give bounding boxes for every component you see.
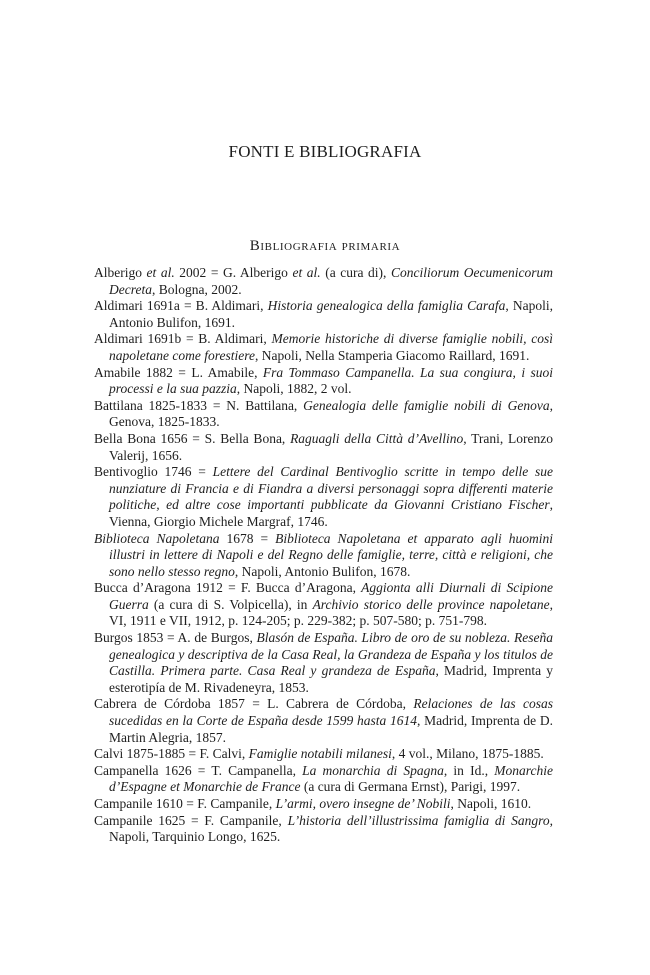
entry-text: Campanile 1625 = F. Campanile, (94, 812, 288, 828)
entry-text: , Vienna, Giorgio Michele Margraf, 1746. (109, 497, 553, 529)
bibliography-list (94, 265, 553, 846)
entry-text: , Bologna, 2002. (151, 281, 242, 297)
entry-text: , 4 vol., Milano, 1875-1885. (391, 746, 544, 762)
entry-text: Alberigo (94, 265, 147, 280)
entry-text: Campanile 1610 = F. Campanile, (94, 796, 276, 811)
entry-title-italic: et al. (292, 265, 321, 280)
entry-text: , Napoli, Tarquinio Longo, 1625. (109, 812, 553, 845)
entry-text: Calvi 1875-1885 = F. Calvi, (94, 746, 249, 762)
bibliography-entry (94, 696, 553, 746)
entry-text: , Napoli, 1882, 2 vol. (236, 381, 352, 397)
entry-title-italic: Genealogia delle famiglie nobili di Genova (303, 397, 550, 413)
entry-text: Amabile 1882 = L. Amabile, (94, 364, 263, 380)
bibliography-entry (94, 431, 553, 464)
bibliography-entry (94, 746, 553, 763)
entry-text: Burgos 1853 = A. de Burgos, (94, 630, 257, 646)
bibliography-entry (94, 580, 553, 630)
bibliography-entry (94, 531, 553, 581)
entry-title-italic: et al. (146, 265, 175, 280)
entry-text: (a cura di S. Volpicella), in (148, 596, 313, 612)
entry-text: 1678 = (219, 530, 276, 546)
entry-title-italic: Relaciones de las cosas sucedidas en la Corte de España desde 1599 hasta 1614 (109, 696, 553, 729)
entry-text: , Madrid, Imprenta y esterotipía de M. Rivadeneyra, 1853. (109, 663, 554, 695)
bibliography-entry (94, 630, 553, 696)
entry-text: , Madrid, Imprenta de D. Martin Alegria, 1857. (109, 713, 553, 745)
entry-title-italic: La monarchia di Spagna (302, 762, 444, 778)
bibliography-entry (94, 331, 553, 364)
bibliography-entry (94, 763, 553, 796)
entry-text: , Napoli, Antonio Bulifon, 1691. (109, 298, 553, 330)
entry-text: Bucca d’Aragona 1912 = F. Bucca d’Aragona, (94, 580, 362, 596)
entry-text: Battilana 1825-1833 = N. Battilana, (94, 397, 304, 413)
entry-text: Aldimari 1691a = B. Aldimari, (94, 298, 268, 314)
entry-title-italic: Raguagli della Città d’Avellino (290, 430, 464, 446)
entry-text: Aldimari 1691b = B. Aldimari, (94, 331, 272, 347)
entry-text: , Napoli, 1610. (450, 796, 532, 811)
bibliography-entry (94, 265, 553, 298)
entry-text: , Napoli, Antonio Bulifon, 1678. (234, 563, 411, 579)
section-title: Bibliografia primaria (249, 238, 401, 254)
entry-text: , Trani, Lorenzo Valerij, 1656. (109, 430, 554, 463)
entry-text: Bentivoglio 1746 = (94, 464, 213, 480)
entry-text: , VI, 1911 e VII, 1912, p. 124-205; p. 229-382; p. 507-580; p. 751-798. (109, 596, 553, 629)
entry-title-italic: Monarchie d’Espagne et Monarchie de France (109, 762, 553, 795)
entry-text: Bella Bona 1656 = S. Bella Bona, (94, 430, 291, 446)
entry-title-italic: Historia genealogica della famiglia Carafa (267, 298, 506, 314)
entry-title-italic: Aggionta alli Diurnali di Scipione Guerra (109, 580, 553, 612)
entry-text: , in Id., (443, 762, 495, 778)
entry-title-italic: Archivio storico delle province napoletane (312, 596, 550, 612)
bibliography-entry (94, 398, 553, 431)
bibliography-entry (94, 813, 553, 846)
entry-title-italic: Memorie historiche di diverse famiglie nobili, così napoletane come forestiere (109, 331, 553, 363)
entry-title-italic: Lettere del Cardinal Bentivoglio scritte in tempo delle sue nunziature di Francia e di Fiandra a diversi personaggi sopra differenti materie politiche, ed altre cose importanti pubblicate da Giovanni Cristiano Fischer (109, 464, 553, 513)
entry-text: , Genova, 1825-1833. (109, 397, 553, 430)
entry-text: Campanella 1626 = T. Campanella, (94, 762, 303, 778)
entry-title-italic: L’armi, overo insegne de’ Nobili (275, 796, 451, 811)
entry-title-italic: Blasón de España. Libro de oro de su nobleza. Reseña genealogica y descriptiva de la Casa Real, la Grandeza de España y los titulos de Castilla. Primera parte. Casa Real y grandeza de España (109, 630, 553, 679)
entry-title-italic: Biblioteca Napoletana et apparato agli huomini illustri in lettere di Napoli e del Regno delle famiglie, terre, città e religioni, che sono nello stesso regno (109, 530, 554, 579)
entry-text: 2002 = G. Alberigo (174, 265, 293, 280)
entry-text: , Napoli, Nella Stamperia Giacomo Raillard, 1691. (254, 347, 530, 363)
entry-title-italic: Famiglie notabili milanesi (248, 746, 392, 762)
entry-text: (a cura di Germana Ernst), Parigi, 1997. (300, 779, 521, 795)
entry-text: Cabrera de Córdoba 1857 = L. Cabrera de Córdoba, (94, 696, 414, 712)
bibliography-entry (94, 464, 553, 530)
entry-title-italic: Biblioteca Napoletana (94, 530, 220, 546)
entry-text: (a cura di), (320, 265, 391, 280)
chapter-title: FONTI E BIBLIOGRAFIA (228, 142, 422, 161)
bibliography-entry (94, 796, 553, 813)
entry-title-italic: Conciliorum Oecumenicorum Decreta (109, 265, 553, 297)
entry-title-italic: Fra Tommaso Campanella. La sua congiura, i suoi processi e la sua pazzia (109, 364, 553, 397)
bibliography-entry (94, 298, 553, 331)
bibliography-entry (94, 365, 553, 398)
entry-title-italic: L’historia dell’illustrissima famiglia di Sangro (287, 812, 550, 828)
